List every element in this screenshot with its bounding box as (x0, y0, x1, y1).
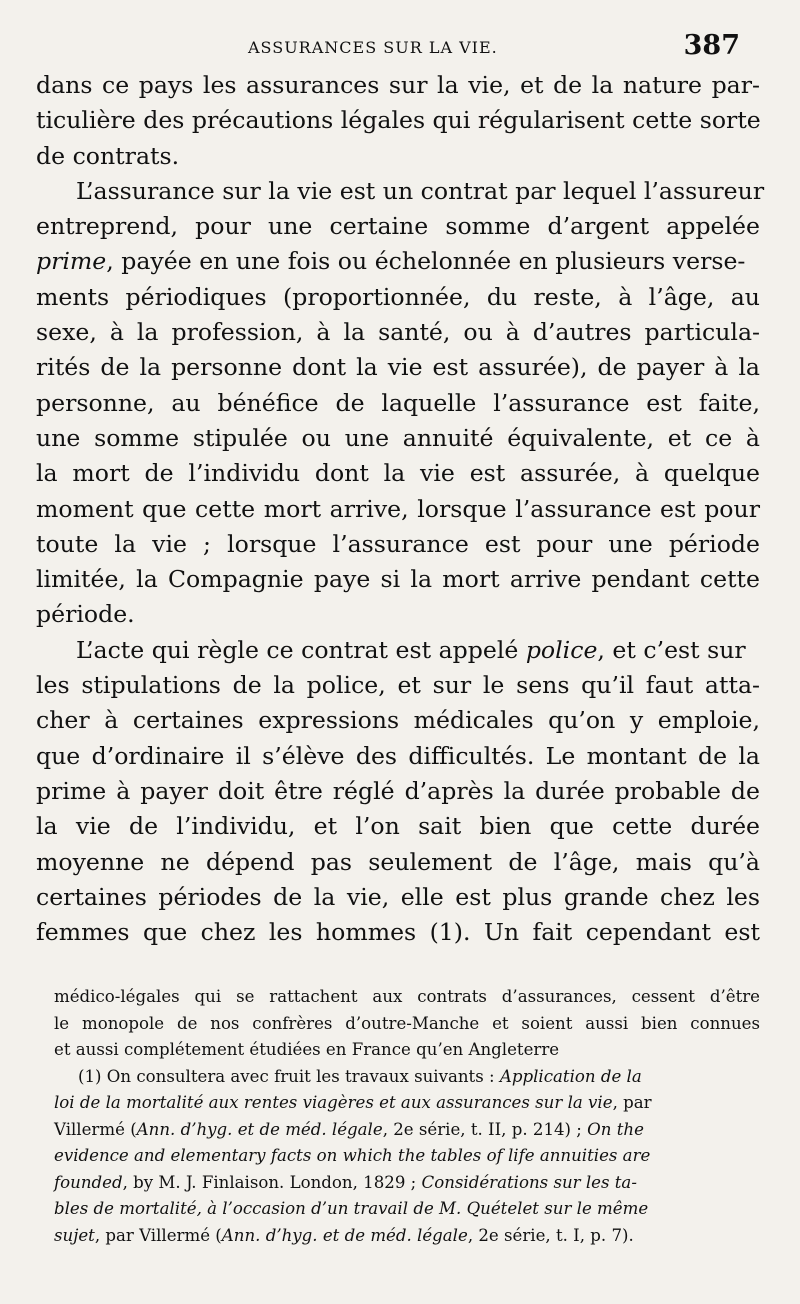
text-line: prime à payer doit être réglé d’après la durée probable de (36, 776, 760, 805)
text-line: certaines périodes de la vie, elle est plus grande chez les (36, 882, 760, 911)
footnote-line: médico-légales qui se rattachent aux contrats d’assurances, cessent d’être (54, 987, 760, 1006)
italic-term-prime: prime (36, 247, 107, 276)
text-line: moyenne ne dépend pas seulement de l’âge, mais qu’à (36, 847, 760, 876)
text-line: L’assurance sur la vie est un contrat par lequel l’assureur (76, 176, 765, 205)
footnote-1 (54, 1064, 760, 1250)
text-line: moment que cette mort arrive, lorsque l’assurance est pour (36, 494, 760, 523)
page-number: 387 (683, 30, 740, 61)
footnote-line: bles de mortalité, à l’occasion d’un travail de M. Quételet sur le même (54, 1199, 649, 1218)
text-line: sexe, à la profession, à la santé, ou à d’autres particula- (36, 318, 760, 347)
text-line: cher à certaines expressions médicales qu’on y emploie, (36, 706, 760, 735)
text-line: la mort de l’individu dont la vie est assurée, à quelque (36, 459, 760, 488)
text-line: prime, payée en une fois ou échelonnée en plusieurs verse- (36, 247, 746, 276)
text-line: personne, au bénéfice de laquelle l’assurance est faite, (36, 388, 760, 417)
italic-term-police: police (525, 635, 598, 664)
text-line: les stipulations de la police, et sur le sens qu’il faut atta- (36, 671, 760, 700)
footnote-line: (1) On consultera avec fruit les travaux suivants : Application de la (78, 1066, 642, 1086)
page-header (48, 30, 740, 66)
text-line: toute la vie ; lorsque l’assurance est pour une période (36, 529, 760, 558)
text-line: ments périodiques (proportionnée, du reste, à l’âge, au (36, 282, 760, 311)
footnote-line: loi de la mortalité aux rentes viagères et aux assurances sur la vie, par (54, 1093, 652, 1112)
footnotes (54, 984, 760, 1249)
footnote-line: Villermé (Ann. d’hyg. et de méd. légale, 2e série, t. II, p. 214) ; On the (54, 1119, 644, 1139)
footnote-line: le monopole de nos confrères d’outre-Manche et soient aussi bien connues (54, 1013, 760, 1033)
footnote-continued (54, 984, 760, 1064)
text-line: limitée, la Compagnie paye si la mort arrive pendant cette (36, 565, 760, 594)
text-line: période. (36, 600, 135, 629)
paragraph-1 (36, 68, 760, 174)
text-line: ticulière des précautions légales qui régularisent cette sorte (36, 106, 761, 135)
footnote-line: et aussi complétement étudiées en France qu’en Angleterre (54, 1040, 560, 1059)
body-text (36, 68, 765, 950)
footnote-line: founded, by M. J. Finlaison. London, 1829 ; Considérations sur les ta- (54, 1172, 637, 1192)
running-head: ASSURANCES SUR LA VIE. (248, 38, 498, 57)
text-line: une somme stipulée ou une annuité équivalente, et ce à (36, 423, 760, 452)
text-line: femmes que chez les hommes (1). Un fait cependant est (36, 918, 760, 947)
paragraph-2 (36, 174, 765, 633)
text-line: que d’ordinaire il s’élève des difficultés. Le montant de la (36, 741, 760, 770)
footnote-line: evidence and elementary facts on which the tables of life annuities are (54, 1146, 651, 1165)
text-line: L’acte qui règle ce contrat est appelé police, et c’est sur (76, 635, 746, 664)
text-line: entreprend, pour une certaine somme d’argent appelée (36, 212, 760, 241)
text-line: rités de la personne dont la vie est assurée), de payer à la (36, 353, 760, 382)
text-line: la vie de l’individu, et l’on sait bien que cette durée (36, 812, 760, 841)
paragraph-3 (36, 633, 760, 951)
text-line: de contrats. (36, 141, 180, 170)
text-line: dans ce pays les assurances sur la vie, et de la nature par- (36, 71, 760, 99)
footnote-line: sujet, par Villermé (Ann. d’hyg. et de méd. légale, 2e série, t. I, p. 7). (54, 1225, 634, 1245)
